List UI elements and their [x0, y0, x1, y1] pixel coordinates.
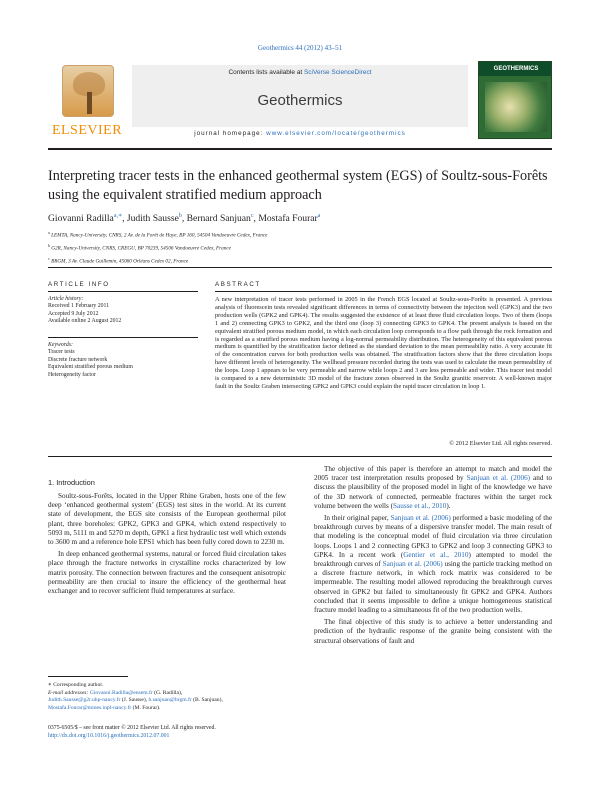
elsevier-wordmark: ELSEVIER	[51, 123, 123, 138]
elsevier-tree-icon	[62, 65, 114, 117]
elsevier-logo[interactable]	[48, 65, 126, 140]
cover-title: GEOTHERMICS	[479, 62, 552, 76]
cover-image	[485, 82, 547, 132]
journal-masthead	[48, 55, 552, 142]
affiliations	[48, 228, 552, 268]
contents-available-line: Contents lists available at SciVerse ScienceDirect	[228, 69, 372, 76]
masthead-divider	[48, 148, 552, 150]
history-label: Article history:	[48, 296, 84, 302]
doi-link[interactable]: http://dx.doi.org/10.1016/j.geothermics.2012.07.001	[48, 732, 170, 739]
info-heading-rule	[48, 291, 198, 292]
journal-cover-thumbnail[interactable]	[478, 61, 552, 139]
info-divider	[48, 337, 198, 338]
online-date: Available online 2 August 2012	[48, 318, 122, 325]
footnote-rule	[48, 676, 128, 677]
article-info-heading: ARTICLE INFO	[48, 281, 110, 288]
author-name[interactable]: Giovanni Radilla	[48, 213, 114, 225]
article-history	[48, 296, 198, 326]
journal-citation[interactable]: Geothermics 44 (2012) 43–51	[257, 44, 343, 52]
citation-link[interactable]: Gentier et al., 2010	[403, 550, 469, 559]
copyright-notice: © 2012 Elsevier Ltd. All rights reserved.	[449, 440, 552, 447]
article-title: Interpreting tracer tests in the enhanced geothermal system (EGS) of Soultz-sous-Forêts using the equivalent stratified medium approach	[48, 168, 548, 203]
accepted-date: Accepted 9 July 2012	[48, 310, 99, 317]
abstract-heading-rule	[215, 291, 552, 292]
received-date: Received 1 February 2011	[48, 303, 110, 310]
journal-homepage-link[interactable]: www.elsevier.com/locate/geothermics	[266, 130, 406, 137]
author-affiliation-mark[interactable]: c	[250, 213, 254, 219]
corresponding-author-note: ∗ Corresponding author.	[48, 682, 104, 688]
author-list: Giovanni Radilla$^{a,∗}$, Judith Sausse$^b$, Bernard Sanjuan$^c$, Mostafa Fourar$^a$	[48, 213, 321, 225]
email-addresses: E-mail addresses: Giovanni.Radilla@ensem.fr (G. Radilla), Judith.Sausse@g2r.uhp-nancy.fr (J. Sausse), b.sanjuan@brgm.fr (B. Sanjuan), Mostafa.Fourar@mines.inpl-nancy.fr (M. Fourar).	[48, 689, 223, 711]
email-link[interactable]: Mostafa.Fourar@mines.inpl-nancy.fr	[48, 704, 132, 711]
sciencedirect-link[interactable]: SciVerse ScienceDirect	[303, 69, 372, 76]
issn-doi-block	[48, 725, 348, 740]
keyword-item: Tracer tests	[48, 349, 75, 356]
journal-homepage-line: journal homepage: www.elsevier.com/locate/geothermics	[194, 130, 406, 137]
citation-link[interactable]: Sanjuan et al. (2006)	[466, 474, 531, 483]
citation-link[interactable]: Sanjuan et al. (2006)	[390, 514, 451, 523]
paragraph: The final objective of this study is to achieve a better understanding and prediction of the hydraulic response of the granite being consistent with the structural observations of fault and	[314, 618, 552, 645]
keyword-item: Discrete fracture network	[48, 356, 108, 363]
email-link[interactable]: Giovanni.Radilla@ensem.fr	[89, 689, 153, 696]
affiliation-item: $^c$ BRGM, 3 Av. Claude Guillemin, 45060 Orléans Cedex 02, France	[48, 256, 189, 266]
keyword-item: Equivalent stratified porous medium	[48, 364, 133, 371]
footnotes	[48, 682, 286, 712]
issn-line: 0375-6505/$ – see front matter © 2012 Elsevier Ltd. All rights reserved.	[48, 725, 216, 731]
affiliation-item: $^b$ G2R, Nancy-University, CNRS, CREGU, BP 70239, 54506 Vandoeuvre Cedex, France	[48, 243, 231, 252]
paragraph: In their original paper, Sanjuan et al. (2006) performed a basic modeling of the breakthrough curves by means of a dispersive transfer model. The main result of that modeling is the conceptual model of fluid circulation via three circulation loops. Loops 1 and 2 connecting GPK3 to GPK2 and loop 3 connecting GPK3 to GPK4. In a recent work (Gentier et al., 2010) attempted to model the breakthrough curves of Sanjuan et al. (2006) using the particle tracking method on a discrete fracture network, in which rock matrix was considered to be impermeable. The resulting model allowed reproducing the breakthrough curves observed in GPK2 but failed to simultaneously fit GPK2 and GPK4. Authors concluded that it seems impossible to define a unique homogeneous statistical fracture model leading to a simultaneous fit of the two production wells.	[314, 514, 553, 615]
paragraph: In deep enhanced geothermal systems, natural or forced fluid circulation takes place through the fracture networks in crystalline rocks characterized by low matrix porosity. The connection between fractures and the consequent anisotropic permeability are then crucial to insure the efficiency of the geothermal heat exchanger and to recover sufficient fluid temperatures at surface.	[48, 550, 286, 596]
author-affiliation-mark[interactable]: b	[178, 213, 182, 219]
author-affiliation-mark[interactable]: a,∗	[113, 213, 123, 219]
masthead-center-panel	[132, 65, 468, 127]
keyword-item: Heterogeneity factor	[48, 371, 96, 378]
journal-name: Geothermics	[257, 92, 343, 109]
citation-link[interactable]: Sanjuan et al. (2006)	[382, 560, 443, 569]
keywords-label: Keywords:	[48, 342, 73, 348]
keywords	[48, 342, 198, 379]
body-left-column	[48, 492, 286, 599]
abstract-text: A new interpretation of tracer tests performed in 2005 in the French EGS located at Soultz-sous-Forêts is presented. A previous analysis of fluorescein tests revealed significant differences in terms of connectivity between the injection well (GPK3) and the two production wells (GPK2 and GPK4). The results suggested the existence of at least three fluid circulation loops. Two of them (loops 1 and 2) connecting GPK3 to GPK2, and the third one (loop 3) connecting GPK3 to GPK4. The present analysis is based on the equivalent stratified porous medium model, in which each circulation loop corresponds to a flow path through the rock formation and is regarded as a stratified porous medium having a log-normal permeability distribution. The heterogeneity of this equivalent porous medium is quantified by the stratification factor defined as the standard deviation to the mean permeability ratio. A very accurate fit of the concentration curves for both production wells was obtained. The stratification factors show that the three circulation loops have different levels of heterogeneity. The wellhead pressure recorded during the tests was used to calculate the mean permeability of the loops. Loop 1 appears to be very permeable and narrow while loops 2 and 3 are less permeable and wider. This tracer test model is compared to a new deterministic 3D model of the fracture zones observed in the Soultz granitic reservoir. A well-known major fault in the Soultz Graben intersecting GPK2 and GPK3 could explain the rapid tracer circulation in loop 1.	[215, 296, 552, 390]
author-name[interactable]: Bernard Sanjuan	[186, 213, 251, 225]
abstract-heading: ABSTRACT	[215, 281, 261, 288]
email-link[interactable]: Judith.Sausse@g2r.uhp-nancy.fr	[48, 697, 121, 704]
author-affiliation-mark[interactable]: a	[317, 213, 321, 219]
paragraph: Soultz-sous-Forêts, located in the Upper Rhine Graben, hosts one of the few deep ‘enhanced geothermal system’ (EGS) test sites in the world. At its current state of development, the EGS site consists of the European geothermal pilot plant, three boreholes: GPK2, GPK3 and GPK4, which extend respectively to 5093 m, 5111 m and 5270 m depth, GPK1 a first hydraulic test well which extends to 3600 m and a reference hole EPS1 which has been fully cored down to 2230 m.	[48, 492, 287, 547]
citation-link[interactable]: Sausse et al., 2010	[393, 501, 447, 510]
body-right-column	[314, 465, 552, 649]
author-name[interactable]: Judith Sausse	[126, 213, 179, 225]
email-link[interactable]: b.sanjuan@brgm.fr	[148, 697, 192, 704]
author-name[interactable]: Mostafa Fourar	[258, 213, 318, 225]
header-divider	[48, 267, 552, 268]
affiliation-item: $^a$ LEMTA, Nancy-University, CNRS, 2 Av. de la Forêt de Haye, BP 160, 54504 Vandoeuvre Cedex, France	[48, 230, 268, 239]
paragraph: The objective of this paper is therefore an attempt to match and model the 2005 tracer test interpretation results proposed by Sanjuan et al. (2006) and to discuss the plausibility of the proposed model in light of the knowledge we have of the 3D network of connected, permeable fractures within the target rock volume between the wells (Sausse et al., 2010).	[314, 465, 553, 510]
section-heading-introduction: 1. Introduction	[48, 478, 95, 487]
abstract-divider	[48, 456, 552, 457]
